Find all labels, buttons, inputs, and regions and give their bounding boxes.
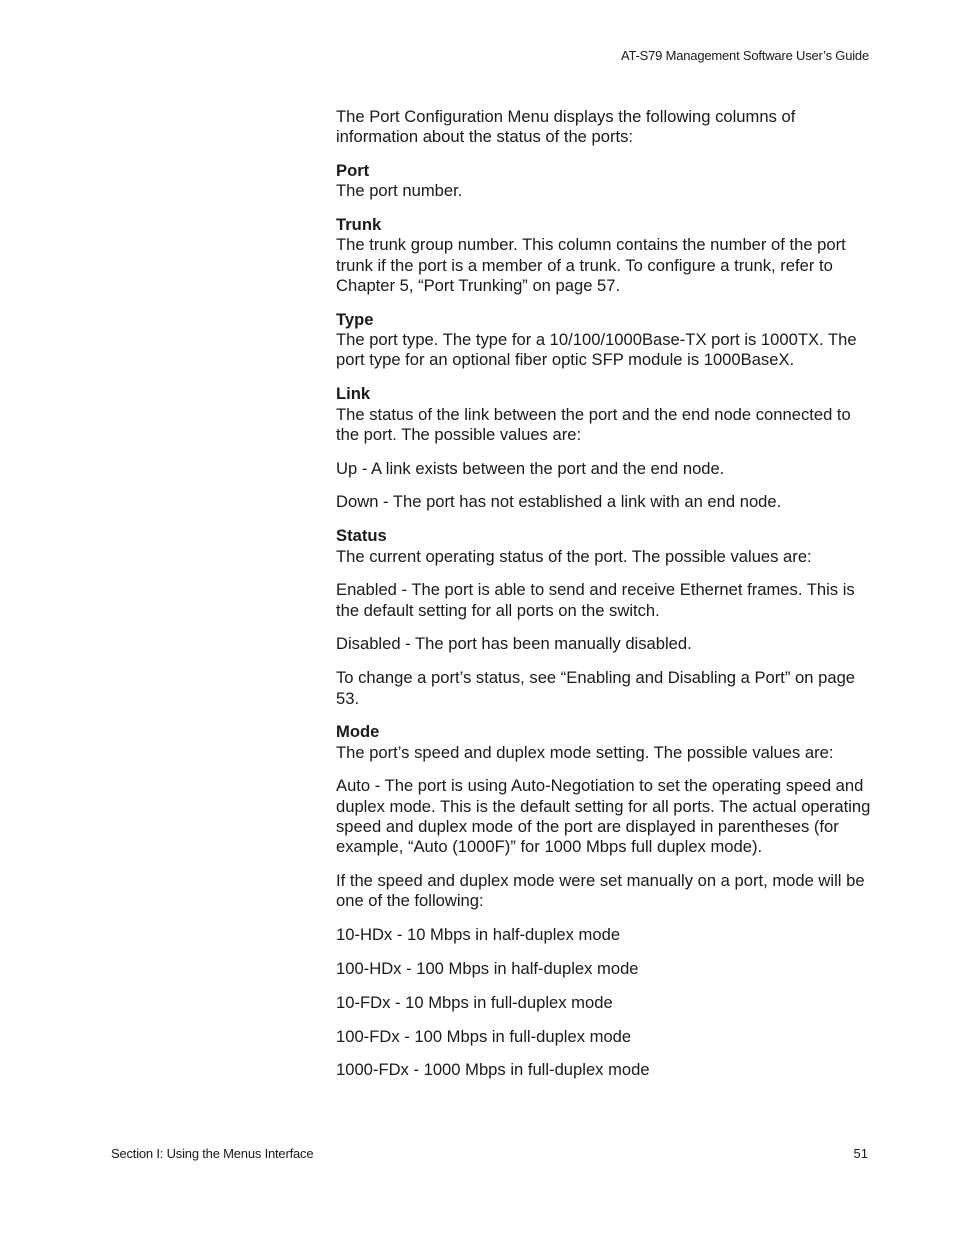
port-heading: Port: [336, 161, 370, 181]
status-heading: Status: [336, 526, 387, 546]
running-header: AT-S79 Management Software User’s Guide: [621, 48, 869, 63]
status-value-disabled: Disabled - The port has been manually disabled.: [336, 634, 692, 654]
status-change-note: To change a port’s status, see “Enabling and Disabling a Port” on page 53.: [336, 668, 856, 708]
status-description: The current operating status of the port. The possible values are:: [336, 546, 812, 566]
footer-section-title: Section I: Using the Menus Interface: [111, 1146, 314, 1161]
mode-heading: Mode: [336, 722, 380, 742]
mode-value-10-fdx: 10-FDx - 10 Mbps in full-duplex mode: [336, 992, 613, 1012]
status-value-enabled: Enabled - The port is able to send and receive Ethernet frames. This is the default setting for all ports on the switch.: [336, 580, 855, 620]
port-section: [336, 161, 876, 202]
page-number: 51: [853, 1146, 868, 1161]
mode-description: The port’s speed and duplex mode setting. The possible values are:: [336, 742, 834, 762]
port-description: The port number.: [336, 181, 463, 201]
mode-value-1000-fdx: 1000-FDx - 1000 Mbps in full-duplex mode: [336, 1060, 650, 1080]
mode-value-auto: Auto - The port is using Auto-Negotiation to set the operating speed and duplex mode. This is the default setting for all ports. The actual operating speed and duplex mode of the port are displayed in parentheses (for example, “Auto (1000F)” for 1000 Mbps full duplex mode).: [336, 776, 871, 857]
mode-section: [336, 722, 876, 763]
trunk-heading: Trunk: [336, 215, 382, 235]
page-body: [336, 107, 876, 1094]
status-section: [336, 526, 876, 567]
mode-value-100-fdx: 100-FDx - 100 Mbps in full-duplex mode: [336, 1026, 632, 1046]
link-description: The status of the link between the port and the end node connected to the port. The possible values are:: [336, 404, 851, 444]
type-heading: Type: [336, 309, 374, 329]
link-section: [336, 384, 876, 445]
link-heading: Link: [336, 384, 371, 404]
trunk-description: The trunk group number. This column contains the number of the port trunk if the port is a member of a trunk. To configure a trunk, refer to Chapter 5, “Port Trunking” on page 57.: [336, 235, 846, 296]
link-value-up: Up - A link exists between the port and the end node.: [336, 458, 725, 478]
type-description: The port type. The type for a 10/100/1000Base-TX port is 1000TX. The port type for an optional fiber optic SFP module is 1000BaseX.: [336, 330, 857, 370]
mode-value-10-hdx: 10-HDx - 10 Mbps in half-duplex mode: [336, 925, 621, 945]
intro-paragraph: The Port Configuration Menu displays the following columns of information about the status of the ports:: [336, 107, 796, 147]
link-value-down: Down - The port has not established a link with an end node.: [336, 492, 782, 512]
type-section: [336, 310, 876, 371]
mode-value-100-hdx: 100-HDx - 100 Mbps in half-duplex mode: [336, 959, 639, 978]
mode-manual-note: If the speed and duplex mode were set manually on a port, mode will be one of the following:: [336, 871, 865, 911]
trunk-section: [336, 215, 876, 296]
